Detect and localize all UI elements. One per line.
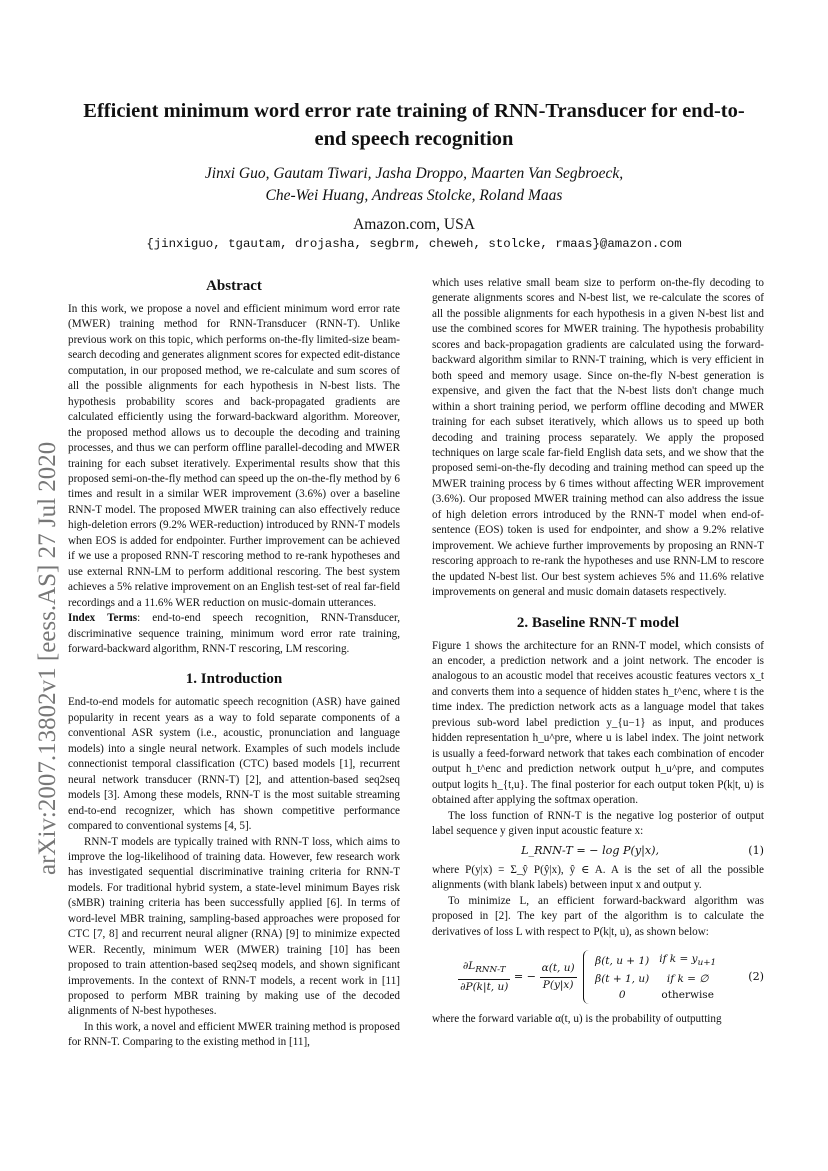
equation-1-body: L_RNN-T = − log P(y|x),: [521, 844, 660, 858]
left-column: [68, 276, 400, 1051]
paper-title: Efficient minimum word error rate training of RNN-Transducer for end-to-end speech recognition: [83, 100, 745, 150]
baseline-paragraph-4: To minimize L, an efficient forward-backward algorithm was proposed in [2]. The key part of the algorithm is to calculate the derivatives of loss L with respect to P(k|t, u), as shown below:: [432, 894, 764, 938]
intro-continued: which uses relative small beam size to perform on-the-fly decoding to generate alignments scores and N-best list, we re-calculate the scores of all the possible alignments for each hypothesis in a given N-best list and use the combined scores for MWER training. The hypothesis probability scores and back-propagation gradients are calculated using the forward-backward algorithm similar to RNN-T training, which is very efficient in both speed and memory usage. Since on-the-fly N-best generation is expensive, and given the fact that the N-best lists don't change much within a short training period, we perform offline decoding and MWER training for each subset iteratively, which allows us to speed up both decoding and training process separately. We apply the proposed techniques on large scale far-field English data sets, and we show that the proposed semi-on-the-fly decoding and training method can speed up the MWER training process by 6 times without affecting WER improvement (3.6%). Our proposed MWER training method can also address the issue of high deletion errors introduced by the RNN-T model when end-of-sentence (EOS) token is used for endpointer, and show a 9.2% relative improvement. We achieve further improvements by proposing an RNN-T rescoring approach to re-rank the hypotheses and use RNN-LM to rescore the updated N-best list. Our best system achieves 5% and 11.6% relative improvements on general and music domain datasets respectively.: [432, 277, 764, 599]
abstract-heading: Abstract: [206, 278, 262, 294]
intro-paragraph-3: In this work, a novel and efficient MWER training method is proposed for RNN-T. Comparing to the existing method in [11],: [68, 1020, 400, 1049]
eq2-lhs-fraction: $\frac{\partial L_{RNN-T}}{\partial P(k|t, u)}$: [460, 960, 509, 993]
index-terms-label: Index Terms: [68, 612, 138, 625]
equation-2: [432, 950, 764, 1004]
authors-line-1: Jinxi Guo, Gautam Tiwari, Jasha Droppo, Maarten Van Segbroeck,: [204, 165, 624, 182]
author-list: [80, 163, 748, 207]
email-list: {jinxiguo, tgautam, drojasha, segbrm, cheweh, stolcke, rmaas}@amazon.com: [146, 237, 682, 251]
equation-1: [432, 843, 764, 858]
authors-line-2: Che-Wei Huang, Andreas Stolcke, Roland Maas: [265, 187, 563, 204]
arxiv-id-text: arXiv:2007.13802v1 [eess.AS] 27 Jul 2020: [34, 441, 61, 875]
affiliation: Amazon.com, USA: [353, 216, 475, 233]
eq2-alpha-fraction: $\frac{\alpha(t, u)}{P(y|x)}$: [541, 962, 575, 991]
baseline-paragraph-5: where the forward variable α(t, u) is the probability of outputting: [432, 1013, 722, 1026]
baseline-paragraph-2: The loss function of RNN-T is the negative log posterior of output label sequence y given input acoustic feature x:: [432, 809, 764, 837]
eq2-cases: β(t, u + 1) if $k = y_{u+1}$ β(t + 1, u) if k = ∅ 0 otherwise: [583, 950, 722, 1004]
baseline-heading: 2. Baseline RNN-T model: [516, 614, 680, 631]
equation-2-number: (2): [748, 970, 764, 984]
baseline-paragraph-1: Figure 1 shows the architecture for an RNN-T model, which consists of an encoder, a prediction network and a joint network. The encoder is analogous to an acoustic model that receives acoustic features vectors x_t and converts them into a sequence of hidden states h_t^enc, where t is the time index. The prediction network acts as a language model that takes previous sub-word label prediction y_{u−1} as input, and produces hidden representation h_u^pre, where u is label index. The joint network is usually a feed-forward network that takes each combination of encoder output h_t^enc and prediction network output h_u^pre, and computes output logits h_{t,u}. The final posterior for each output token P(k|t, u) is obtained after applying the softmax operation.: [432, 639, 764, 807]
index-terms: [68, 611, 400, 657]
intro-heading: 1. Introduction: [185, 671, 283, 688]
intro-paragraph-2: RNN-T models are typically trained with RNN-T loss, which aims to improve the log-likelihood of training data. However, few research work has investigated sequential discriminative training criteria for RNN-T models. For traditional hybrid system, a state-level minimum Bayes risk (sMBR) training criteria has been successfully applied [6]. In terms of word-level MBR training, sampling-based approaches were proposed for CTC [7, 8] and recurrent neural aligner (RNA) [9] to minimize expected WER. Recently, minimum WER (MWER) training [10] has been proposed to train attention-based seq2seq models, and shown significant improvements. In the context of RNN-T models, a recent work in [11] proposed to perform MBR training by making use of the decoded alignments of N-best hypotheses.: [68, 835, 400, 1018]
baseline-paragraph-3: where P(y|x) = Σ_ŷ P(ŷ|x), ŷ ∈ A. A is the set of all the possible alignments (with blank labels) between input x and output y.: [432, 863, 764, 892]
index-terms-text: : end-to-end speech recognition, RNN-Transducer, discriminative sequence training, minimum word error rate training, forward-backward algorithm, RNN-T rescoring, LM rescoring.: [68, 612, 400, 655]
equation-2-body: $\frac{\partial L_{RNN-T}}{\partial P(k|t, u)}$ = − $\frac{\alpha(t, u)}{P(y|x)}$ β(t, u + 1) if $k = y_{u+1}$ β(t + 1, u) if k = ∅ 0 otherwise: [432, 950, 748, 1004]
abstract-text: In this work, we propose a novel and efficient minimum word error rate (MWER) training method for RNN-Transducer (RNN-T). Unlike previous work on this topic, which performs on-the-fly limited-size beam-search decoding and generates alignment scores for expected edit-distance computation, in our proposed method, we re-calculate and sum scores of all the possible alignments for each hypothesis in N-best lists. The hypothesis probability scores and back-propagated gradients are calculated efficiently using the forward-backward algorithm. Moreover, the proposed method allows us to decouple the decoding and training processes, and thus we can perform offline parallel-decoding and MWER training for each subset iteratively. Experimental results show that this proposed semi-on-the-fly method can speed up the on-the-fly method by 6 times and result in a similar WER improvement (3.6%) over a baseline RNN-T model. The proposed MWER training can also effectively reduce high-deletion errors (9.2% WER-reduction) introduced by RNN-T models when EOS is added for endpointer. Further improvement can be achieved if we use a proposed RNN-T rescoring method to re-rank hypotheses and use external RNN-LM to perform additional rescoring. The best system achieves a 5% relative improvement on an English test-set of real far-field recordings and a 11.6% WER reduction on music-domain utterances.: [68, 303, 400, 609]
right-column: [432, 276, 764, 1028]
arxiv-identifier: [10, 340, 70, 880]
equation-1-number: (1): [748, 844, 764, 858]
intro-paragraph-1: End-to-end models for automatic speech recognition (ASR) have gained popularity in recent years as a way to fold separate components of a conventional ASR system (i.e., acoustic, pronunciation and language models) into a single neural network. Examples of such models include connectionist temporal classification (CTC) based models [1], recurrent neural network transducer (RNN-T) [2], and attention-based seq2seq models [3]. Among these models, RNN-T is the most suitable streaming end-to-end recognizer, which has shown competitive performance compared to conventional systems [4, 5].: [68, 696, 400, 833]
